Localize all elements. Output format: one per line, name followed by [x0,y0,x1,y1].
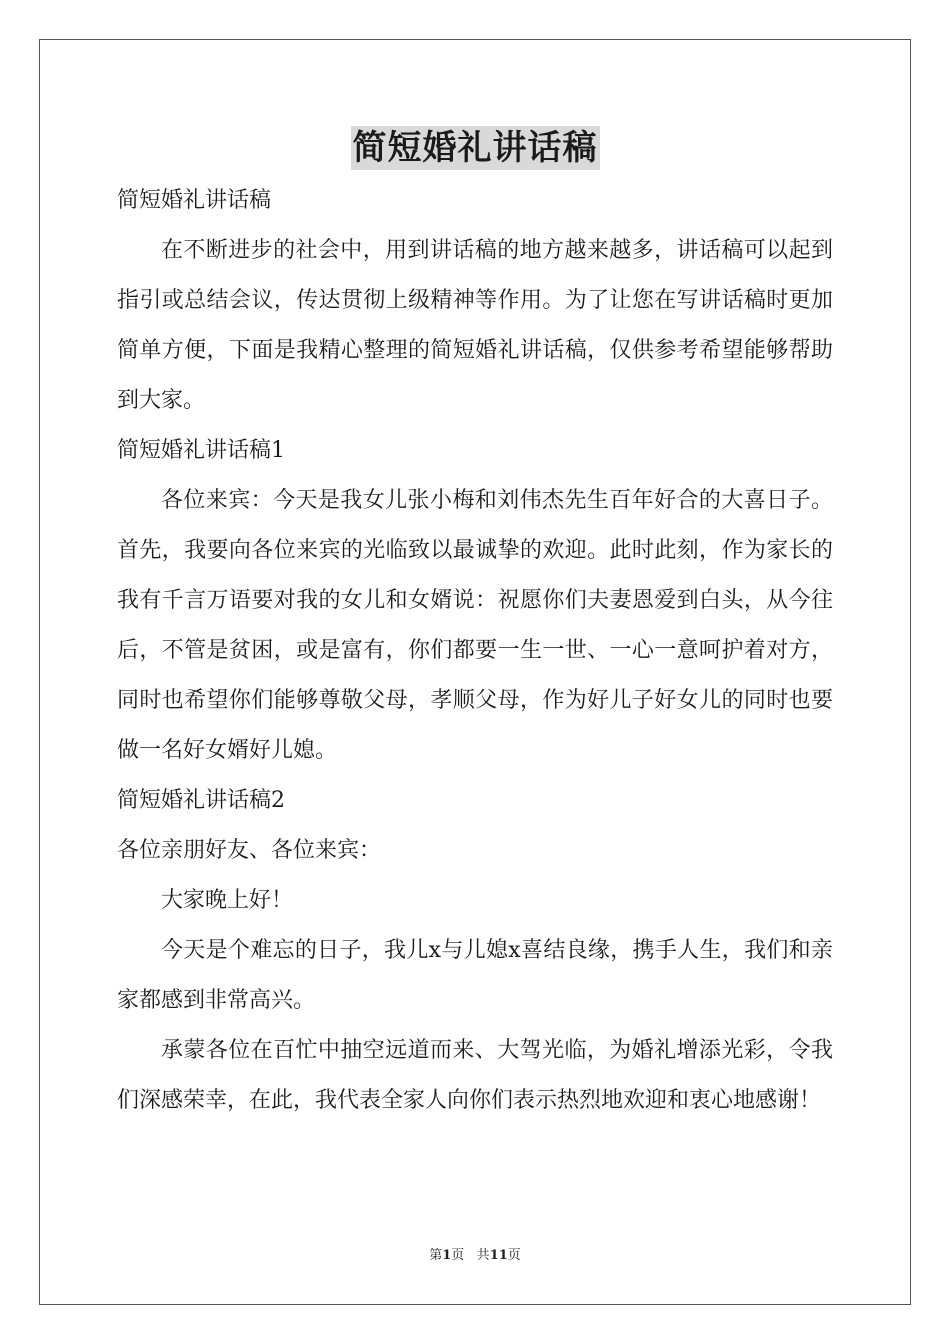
page-prefix: 第 [429,1248,443,1263]
paragraph: 各位亲朋好友、各位来宾： [117,838,382,863]
paragraph: 今天是个难忘的日子，我儿x与儿媳x喜结良缘，携手人生，我们和亲家都感到非常高兴。 [117,938,833,1013]
section-heading: 简短婚礼讲话稿2 [117,788,285,813]
paragraph: 大家晚上好！ [161,888,294,913]
page-suffix: 页 [451,1248,465,1263]
page-footer [0,1244,950,1263]
document-body [117,176,833,1126]
title-container [0,126,950,170]
total-suffix: 页 [507,1248,521,1263]
page-total: 11 [489,1248,508,1263]
paragraph: 在不断进步的社会中，用到讲话稿的地方越来越多，讲话稿可以起到指引或总结会议，传达贯彻上级精神等作用。为了让您在写讲话稿时更加简单方便，下面是我精心整理的简短婚礼讲话稿，仅供参考希望能够帮助到大家。 [117,238,833,413]
paragraph: 各位来宾：今天是我女儿张小梅和刘伟杰先生百年好合的大喜日子。首先，我要向各位来宾的光临致以最诚挚的欢迎。此时此刻，作为家长的我有千言万语要对我的女儿和女婿说：祝愿你们夫妻恩爱到白头，从今往后，不管是贫困，或是富有，你们都要一生一世、一心一意呵护着对方，同时也希望你们能够尊敬父母，孝顺父母，作为好儿子好女儿的同时也要做一名好女婿好儿媳。 [117,488,833,763]
paragraph: 简短婚礼讲话稿 [117,188,272,213]
section-heading: 简短婚礼讲话稿1 [117,438,285,463]
paragraph: 承蒙各位在百忙中抽空远道而来、大驾光临，为婚礼增添光彩，令我们深感荣幸，在此，我代表全家人向你们表示热烈地欢迎和衷心地感谢！ [117,1038,833,1113]
page-current: 1 [442,1248,452,1263]
document-title: 简短婚礼讲话稿 [352,128,598,168]
total-prefix: 共 [476,1248,490,1263]
